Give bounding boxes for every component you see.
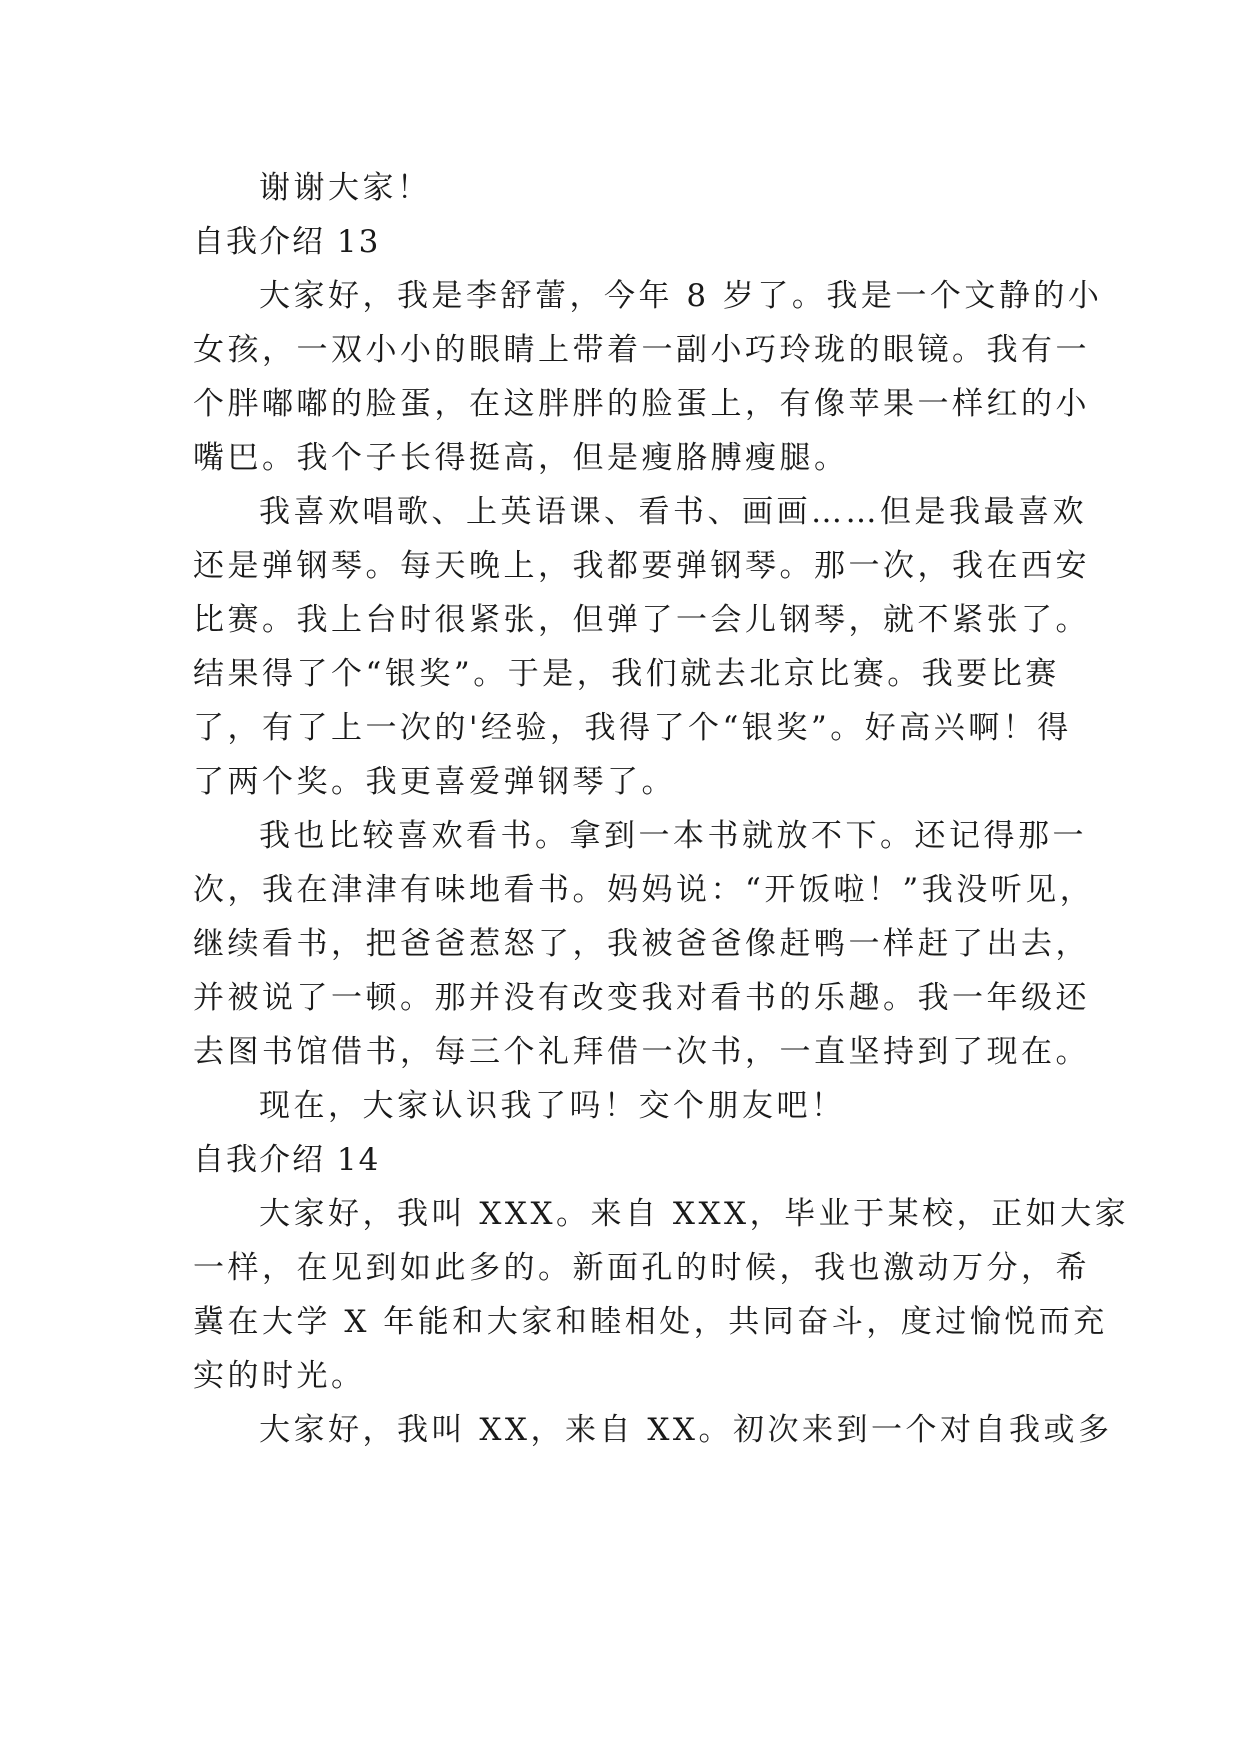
paragraph-line: 现在，大家认识我了吗！交个朋友吧！ (259, 1088, 846, 1124)
section-heading: 自我介绍 13 (193, 224, 381, 260)
paragraph-line: 大家好，我叫 XXX。来自 XXX，毕业于某校，正如大家 (259, 1196, 1130, 1232)
paragraph-line: 大家好，我叫 XX，来自 XX。初次来到一个对自我或多 (259, 1412, 1113, 1448)
paragraph-line: 了两个奖。我更喜爱弹钢琴了。 (193, 764, 676, 800)
paragraph-line: 冀在大学 X 年能和大家和睦相处，共同奋斗，度过愉悦而充 (193, 1304, 1108, 1340)
paragraph-line: 次，我在津津有味地看书。妈妈说：“开饭啦！”我没听见， (193, 872, 1095, 908)
paragraph-line: 一样，在见到如此多的。新面孔的时候，我也激动万分，希 (193, 1250, 1090, 1286)
closing-line: 谢谢大家！ (259, 170, 432, 206)
paragraph-line: 去图书馆借书，每三个礼拜借一次书，一直坚持到了现在。 (193, 1034, 1090, 1070)
paragraph-line: 大家好，我是李舒蕾，今年 8 岁了。我是一个文静的小 (259, 278, 1103, 314)
paragraph-line: 结果得了个“银奖”。于是，我们就去北京比赛。我要比赛 (193, 656, 1060, 692)
paragraph-line: 比赛。我上台时很紧张，但弹了一会儿钢琴，就不紧张了。 (193, 602, 1090, 638)
paragraph-line: 个胖嘟嘟的脸蛋，在这胖胖的脸蛋上，有像苹果一样红的小 (193, 386, 1090, 422)
paragraph-line: 嘴巴。我个子长得挺高，但是瘦胳膊瘦腿。 (193, 440, 849, 476)
paragraph-line: 我喜欢唱歌、上英语课、看书、画画……但是我最喜欢 (259, 494, 1087, 530)
paragraph-line: 了，有了上一次的'经验，我得了个“银奖”。好高兴啊！得 (193, 710, 1072, 746)
paragraph-line: 女孩，一双小小的眼睛上带着一副小巧玲珑的眼镜。我有一 (193, 332, 1090, 368)
paragraph-line: 实的时光。 (193, 1358, 366, 1394)
paragraph-line: 继续看书，把爸爸惹怒了，我被爸爸像赶鸭一样赶了出去， (193, 926, 1090, 962)
paragraph-line: 并被说了一顿。那并没有改变我对看书的乐趣。我一年级还 (193, 980, 1090, 1016)
paragraph-line: 还是弹钢琴。每天晚上，我都要弹钢琴。那一次，我在西安 (193, 548, 1090, 584)
section-heading: 自我介绍 14 (193, 1142, 381, 1178)
paragraph-line: 我也比较喜欢看书。拿到一本书就放不下。还记得那一 (259, 818, 1087, 854)
